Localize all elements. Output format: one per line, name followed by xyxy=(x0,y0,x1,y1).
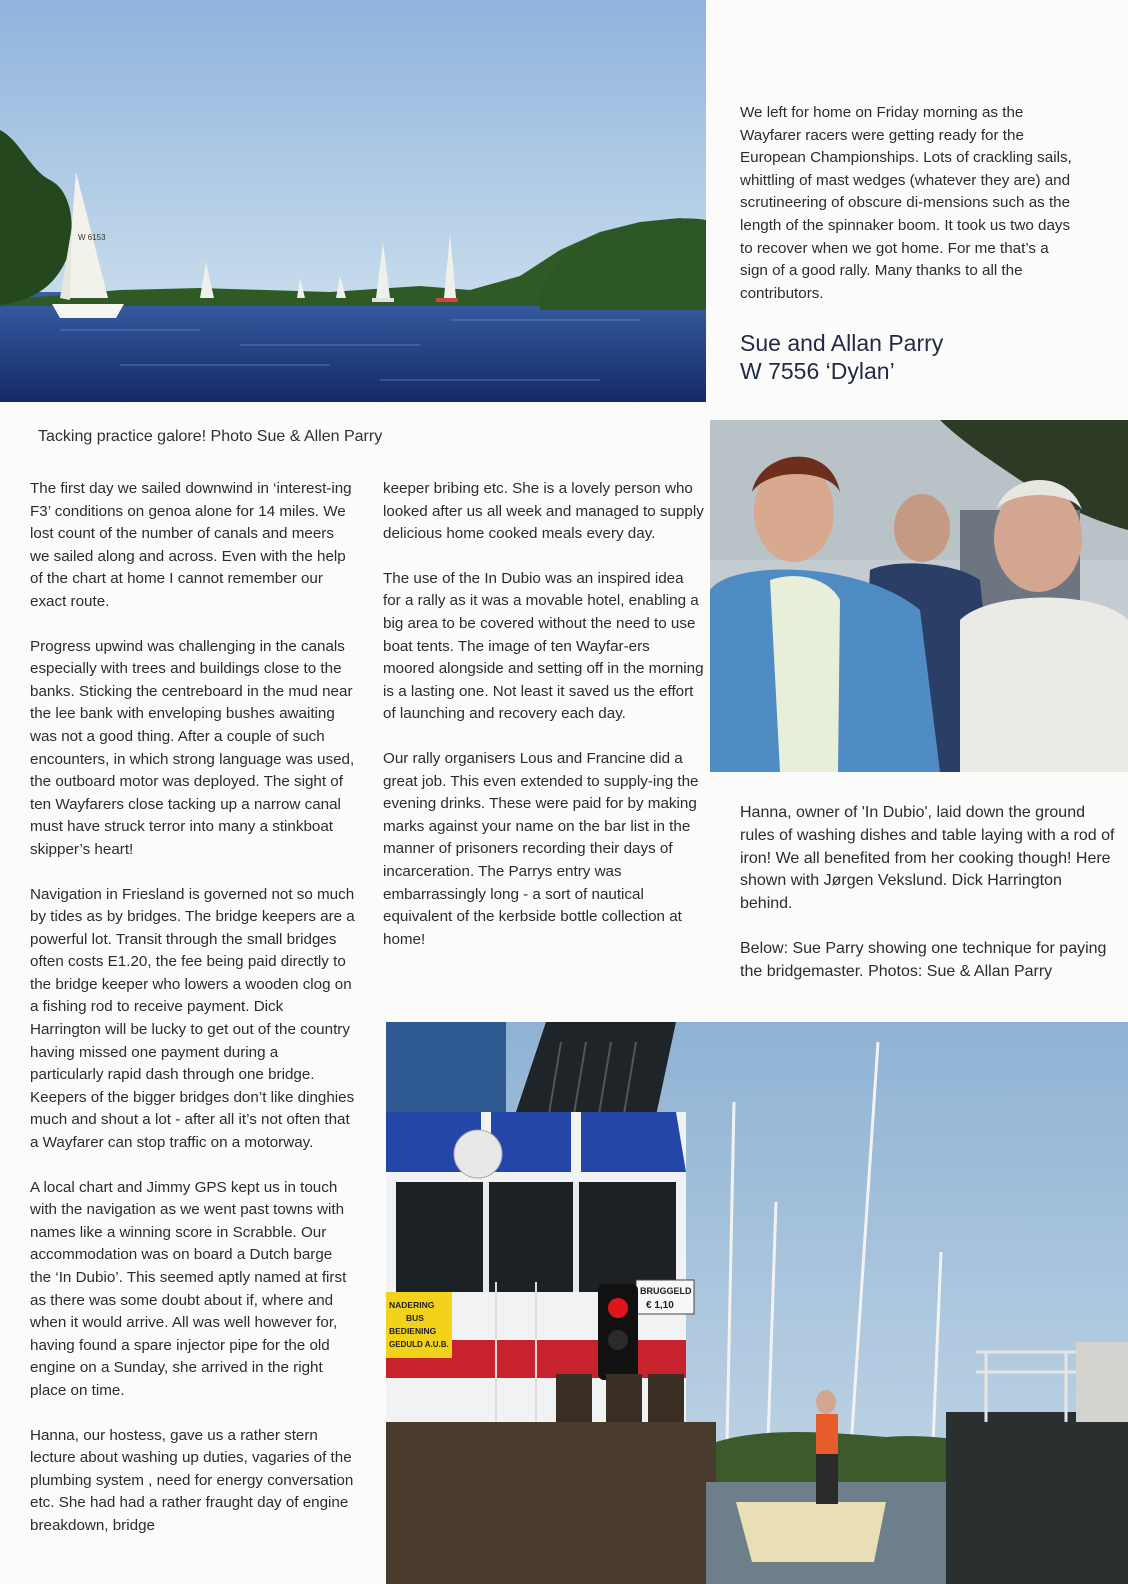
column1-paragraph: The first day we sailed downwind in ‘interest-ing F3’ conditions on genoa alone for 14 miles. We lost count of the number of canals and meers we sailed along and across. Even with the help of the chart at home I cannot remember our exact route. xyxy=(30,480,352,610)
sail-number: W 6153 xyxy=(78,233,106,242)
article-column-2 xyxy=(383,478,705,973)
signature-boat: W 7556 ‘Dylan’ xyxy=(740,358,895,385)
closing-section xyxy=(740,102,1080,385)
sign-bediening: BEDIENING xyxy=(389,1326,437,1336)
sign-nadering: NADERING xyxy=(389,1300,435,1310)
column2-paragraph: The use of the In Dubio was an inspired idea for a rally as it was a movable hotel, enabling a big area to be covered without the need to use boat tents. The image of ten Wayfar-ers moored alongside and setting off in the morning is a lasting one. Not least it saved us the effort of launching and recovery each day. xyxy=(383,569,704,723)
photo-bridgemaster xyxy=(386,1022,1128,1584)
column2-paragraph: Our rally organisers Lous and Francine did a great job. This even extended to supply-ing the evening drinks. These were paid for by making marks against your name on the bar list in the manner of prisoners recording their days of incarceration. The Parrys entry was embarrassingly long - a sort of nautical equivalent of the kerbside bottle collection at home! xyxy=(383,749,699,948)
column1-paragraph: A local chart and Jimmy GPS kept us in touch with the navigation as we went past towns with names like a winning score in Scrabble. Our accommodation was on board a Dutch barge the ‘In Dubio’. This seemed aptly named at first as there was some doubt about if, where and when it would arrive. All was well however for, having found a spare injector pipe for the old engine on a Sunday, she arrived in the right place on time. xyxy=(30,1178,347,1399)
sign-fee: € 1,10 xyxy=(646,1300,674,1311)
photo2-caption: Hanna, owner of 'In Dubio', laid down the ground rules of washing dishes and table laying with a rod of iron! We all benefited from her cooking though! Here shown with Jørgen Vekslund. Dick Harrington behind. xyxy=(740,804,1115,913)
sign-bus: BUS xyxy=(406,1313,424,1323)
sign-bruggeld: BRUGGELD xyxy=(640,1286,692,1296)
column1-paragraph: Progress upwind was challenging in the canals especially with trees and buildings close to the banks. Sticking the centreboard in the mud near the lee bank with enveloping bushes awaiting was not a good thing. After a couple of such encounters, in which strong language was used, the outboard motor was deployed. The sight of ten Wayfarers close tacking up a narrow canal must have struck terror into many a stinkboat skipper’s heart! xyxy=(30,637,355,858)
column1-paragraph: Navigation in Friesland is governed not so much by tides as by bridges. The bridge keepers are a powerful lot. Transit through the small bridges often costs E1.20, the fee being paid directly to the bridge keeper who lowers a wooden clog on a fishing rod to receive payment. Dick Harrington will be lucky to get out of the country having missed one payment during a particularly rapid dash through one bridge. Keepers of the bigger bridges don’t like dinghies much and shout a lot - after all it’s not often that a Wayfarer can stop traffic on a motorway. xyxy=(30,885,355,1152)
column1-paragraph: Hanna, our hostess, gave us a rather stern lecture about washing up duties, vagaries of the plumbing system , need for energy conversation etc. She had had a rather fraught day of engine breakdown, bridge xyxy=(30,1426,354,1534)
photo-tacking-practice xyxy=(0,0,706,402)
sign-geduld: GEDULD A.U.B. xyxy=(389,1340,449,1349)
photo3-caption: Below: Sue Parry showing one technique for paying the bridgemaster. Photos: Sue & Allan Parry xyxy=(740,939,1107,980)
signature-names: Sue and Allan Parry xyxy=(740,330,944,357)
photo1-caption: Tacking practice galore! Photo Sue & Allen Parry xyxy=(38,428,383,445)
photo2-caption-block xyxy=(740,802,1118,1006)
photo-hanna-and-guests xyxy=(710,420,1128,772)
article-column-1 xyxy=(30,478,355,1560)
column2-paragraph: keeper bribing etc. She is a lovely person who looked after us all week and managed to supply delicious home cooked meals every day. xyxy=(383,480,704,543)
closing-paragraph: We left for home on Friday morning as the Wayfarer racers were getting ready for the European Championships. Lots of crackling sails, whittling of mast wedges (whatever they are) and scrutineering of obscure di-mensions such as the length of the spinnaker boom. It took us two days to recover when we got home. For me that’s a sign of a good rally. Many thanks to all the contributors. xyxy=(740,104,1072,302)
